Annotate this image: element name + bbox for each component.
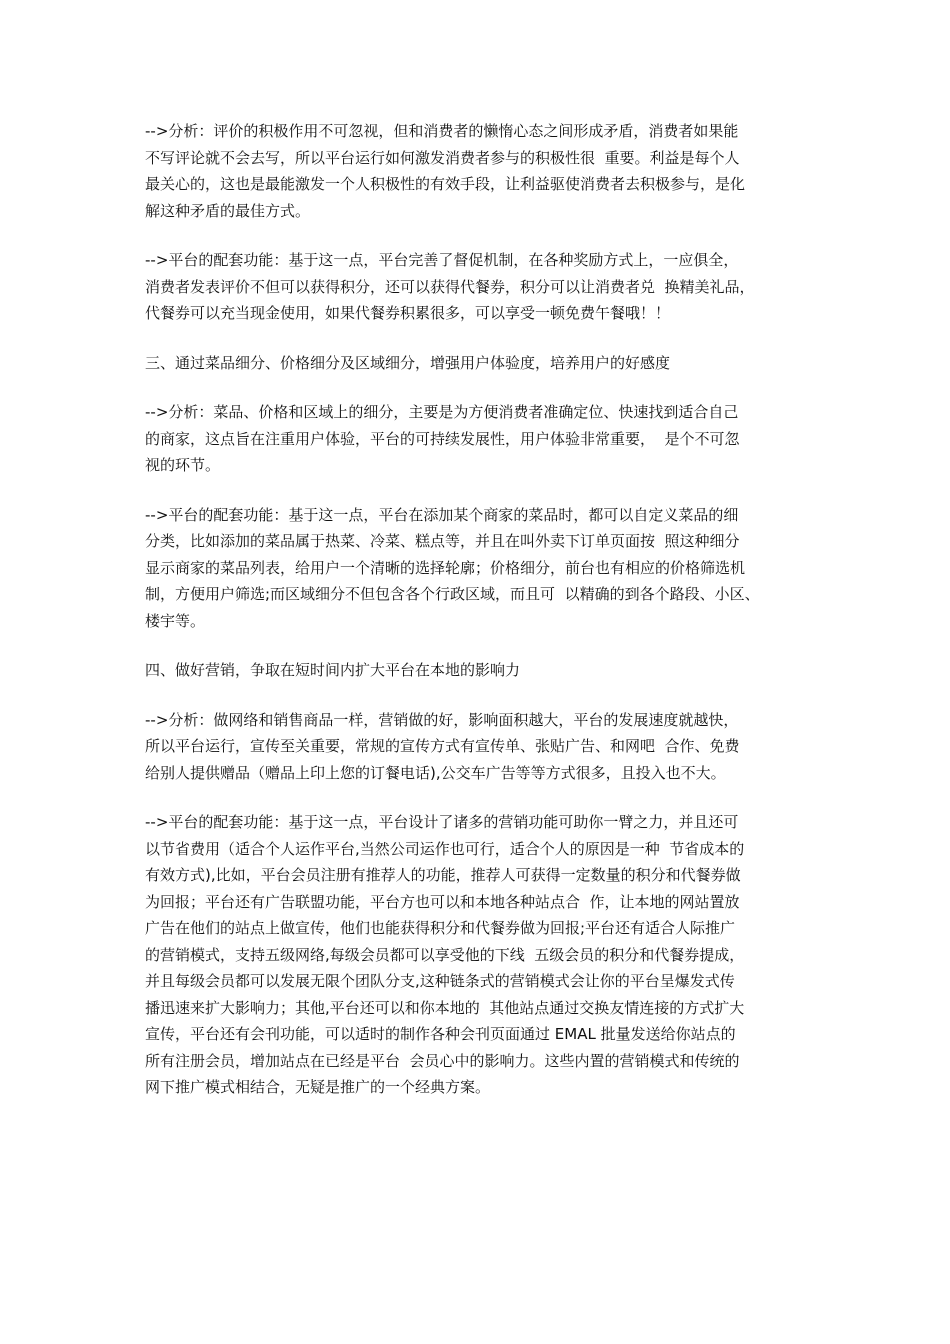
text-line: -->分析：菜品、价格和区域上的细分，主要是为方便消费者准确定位、快速找到适合自己: [145, 403, 739, 421]
text-line: 最关心的，这也是最能激发一个人积极性的有效手段，让利益驱使消费者去积极参与，是化: [145, 175, 746, 193]
text-line: 广告在他们的站点上做宣传，他们也能获得积分和代餐券做为回报;平台还有适合人际推广: [145, 919, 736, 937]
text-line: 以节省费用（适合个人运作平台,当然公司运作也可行，适合个人的原因是一种 节省成本的: [145, 839, 745, 858]
text-line: 为回报；平台还有广告联盟功能，平台方也可以和本地各种站点合 作，让本地的网站置放: [145, 892, 740, 911]
text-line: 显示商家的菜品列表，给用户一个清晰的选择轮廓；价格细分，前台也有相应的价格筛选机: [145, 558, 746, 577]
text-line: 制，方便用户筛选;而区域细分不但包含各个行政区域，而且可 以精确的到各个路段、小区、: [145, 585, 760, 603]
text-line: -->平台的配套功能：基于这一点，平台设计了诸多的营销功能可助你一臂之力，并且还可: [145, 813, 739, 831]
text-line: 四、做好营销，争取在短时间内扩大平台在本地的影响力: [145, 661, 521, 679]
text-line: -->分析：评价的积极作用不可忽视，但和消费者的懒惰心态之间形成矛盾，消费者如果能: [145, 122, 739, 140]
text-line: -->平台的配套功能：基于这一点，平台在添加某个商家的菜品时，都可以自定义菜品的细: [145, 505, 739, 524]
text-line: 楼宇等。: [145, 611, 206, 630]
text-line: -->平台的配套功能：基于这一点，平台完善了督促机制，在各种奖励方式上，一应俱全，: [145, 251, 739, 269]
paragraph: [145, 809, 812, 1101]
text-line: 所有注册会员，增加站点在已经是平台 会员心中的影响力。这些内置的营销模式和传统的: [145, 1051, 740, 1070]
paragraph: [145, 399, 812, 479]
text-line: 三、通过菜品细分、价格细分及区域细分，增强用户体验度，培养用户的好感度: [145, 353, 671, 372]
paragraph: [145, 707, 812, 787]
text-line: 的商家，这点旨在注重用户体验，平台的可持续发展性，用户体验非常重要， 是个不可忽: [145, 429, 740, 448]
text-line: 视的环节。: [145, 456, 221, 474]
paragraph: [145, 502, 812, 635]
text-line: 消费者发表评价不但可以获得积分，还可以获得代餐券，积分可以让消费者兑 换精美礼品，: [145, 277, 755, 296]
paragraph: [145, 118, 812, 224]
text-line: 播迅速来扩大影响力；其他,平台还可以和你本地的 其他站点通过交换友情连接的方式扩大: [145, 998, 745, 1017]
text-line: 宣传，平台还有会刊功能，可以适时的制作各种会刊页面通过 EMAL 批量发送给你站点的: [145, 1025, 736, 1043]
text-line: 所以平台运行，宣传至关重要，常规的宣传方式有宣传单、张贴广告、和网吧 合作、免费: [145, 737, 740, 755]
text-line: 分类，比如添加的菜品属于热菜、冷菜、糕点等，并且在叫外卖下订单页面按 照这种细分: [145, 532, 740, 550]
text-line: 并且每级会员都可以发展无限个团队分支,这种链条式的营销模式会让你的平台呈爆发式传: [145, 972, 735, 990]
text-line: 给别人提供赠品（赠品上印上您的订餐电话),公交车广告等等方式很多，且投入也不大。: [145, 763, 726, 782]
text-line: 解这种矛盾的最佳方式。: [145, 201, 311, 220]
text-line: -->分析：做网络和销售商品一样，营销做的好，影响面积越大，平台的发展速度就越快，: [145, 710, 739, 729]
paragraph: [145, 350, 812, 377]
paragraph: [145, 247, 812, 327]
paragraph: [145, 657, 812, 684]
text-line: 有效方式),比如，平台会员注册有推荐人的功能，推荐人可获得一定数量的积分和代餐券做: [145, 866, 741, 884]
text-line: 不写评论就不会去写，所以平台运行如何激发消费者参与的积极性很 重要。利益是每个人: [145, 148, 740, 167]
text-line: 网下推广模式相结合，无疑是推广的一个经典方案。: [145, 1078, 491, 1096]
text-line: 的营销模式，支持五级网络,每级会员都可以享受他的下线 五级会员的积分和代餐券提成，: [145, 945, 745, 964]
document-body: [145, 118, 812, 1124]
text-line: 代餐券可以充当现金使用，如果代餐券积累很多，可以享受一顿免费午餐哦！！: [145, 304, 671, 322]
